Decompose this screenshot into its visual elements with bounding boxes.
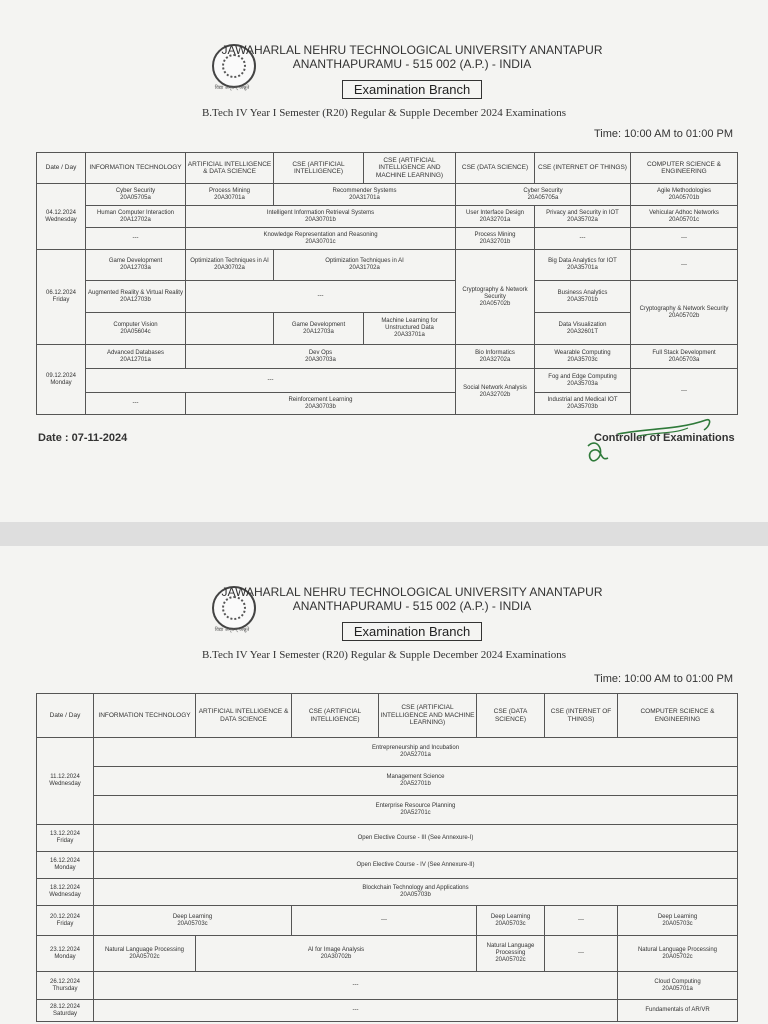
subject-cell: Fundamentals of AR/VR	[618, 1000, 738, 1022]
subject-cell: Entrepreneurship and Incubation 20A52701a	[94, 738, 738, 767]
subject-cell: Optimization Techniques in AI 20A31702a	[274, 250, 456, 281]
date-cell: 06.12.2024 Friday	[37, 250, 86, 345]
empty-cell: ---	[94, 972, 618, 1000]
subject-cell: Cyber Security 20A05705a	[456, 184, 631, 206]
subject-cell: Social Network Analysis 20A32702b	[456, 369, 535, 415]
subject-cell: Agile Methodologies 20A05701b	[631, 184, 738, 206]
signature-icon	[578, 406, 718, 470]
university-address: ANANTHAPURAMU - 515 002 (A.P.) - INDIA	[292, 599, 532, 613]
subject-cell: Wearable Computing 20A35703c	[535, 345, 631, 369]
subject-cell: Optimization Techniques in AI 20A30702a	[186, 250, 274, 281]
date-cell: 20.12.2024 Friday	[37, 906, 94, 936]
subject-cell: Business Analytics 20A35701b	[535, 281, 631, 313]
subject-cell: Cryptography & Network Security 20A05702b	[631, 281, 738, 345]
col-date-day: Date / Day	[37, 694, 94, 738]
examination-branch-box: Examination Branch	[342, 80, 482, 99]
university-name: JAWAHARLAL NEHRU TECHNOLOGICAL UNIVERSITY ANANTAPUR	[221, 43, 603, 57]
subject-cell: Management Science 20A52701b	[94, 767, 738, 796]
col-cse-aiml: CSE (ARTIFICIAL INTELLIGENCE AND MACHINE LEARNING)	[379, 694, 477, 738]
empty-cell: ---	[631, 250, 738, 281]
empty-cell	[186, 313, 274, 345]
col-cse-iot: CSE (INTERNET OF THINGS)	[535, 153, 631, 184]
subject-cell: Deep Learning 20A05703c	[618, 906, 738, 936]
date-cell: 18.12.2024 Wednesday	[37, 879, 94, 906]
subject-cell: Deep Learning 20A05703c	[477, 906, 545, 936]
col-cse-ds: CSE (DATA SCIENCE)	[477, 694, 545, 738]
empty-cell: ---	[631, 228, 738, 250]
subject-cell: Blockchain Technology and Applications 20A05703b	[94, 879, 738, 906]
empty-cell: ---	[86, 228, 186, 250]
col-cse-ds: CSE (DATA SCIENCE)	[456, 153, 535, 184]
subject-cell: Computer Vision 20A05604c	[86, 313, 186, 345]
page-gap	[0, 522, 768, 546]
subject-cell: Cryptography & Network Security 20A05702b	[456, 250, 535, 345]
subject-cell: Natural Language Processing 20A05702c	[94, 936, 196, 972]
subject-cell: AI for Image Analysis 20A30702b	[196, 936, 477, 972]
subject-cell: Natural Language Processing 20A05702c	[618, 936, 738, 972]
col-cse-aiml: CSE (ARTIFICIAL INTELLIGENCE AND MACHINE LEARNING)	[364, 153, 456, 184]
empty-cell: ---	[631, 369, 738, 415]
subject-cell: Data Visualization 20A32601T	[535, 313, 631, 345]
subject-cell: Full Stack Development 20A05703a	[631, 345, 738, 369]
col-it: INFORMATION TECHNOLOGY	[94, 694, 196, 738]
col-cse: COMPUTER SCIENCE & ENGINEERING	[631, 153, 738, 184]
empty-cell: ---	[292, 906, 477, 936]
subject-cell: Game Development 20A12703a	[86, 250, 186, 281]
date-cell: 11.12.2024 Wednesday	[37, 738, 94, 825]
logo-caption: विद्या अमृतम् अश्नुते	[214, 85, 250, 91]
subject-cell: Recommender Systems 20A31701a	[274, 184, 456, 206]
issue-date: Date : 07-11-2024	[38, 432, 128, 444]
subject-cell: Game Development 20A12703a	[274, 313, 364, 345]
examination-branch-box: Examination Branch	[342, 622, 482, 641]
date-cell: 23.12.2024 Monday	[37, 936, 94, 972]
date-cell: 04.12.2024 Wednesday	[37, 184, 86, 250]
subject-cell: Deep Learning 20A05703c	[94, 906, 292, 936]
date-cell: 16.12.2024 Monday	[37, 852, 94, 879]
col-aids: ARTIFICIAL INTELLIGENCE & DATA SCIENCE	[196, 694, 292, 738]
subject-cell: Bio Informatics 20A32702a	[456, 345, 535, 369]
subject-cell: Intelligent Information Retrieval Systems 20A30701b	[186, 206, 456, 228]
date-cell: 13.12.2024 Friday	[37, 825, 94, 852]
date-cell: 28.12.2024 Saturday	[37, 1000, 94, 1022]
date-cell: 26.12.2024 Thursday	[37, 972, 94, 1000]
subject-cell: Open Elective Course - IV (See Annexure-II)	[94, 852, 738, 879]
subject-cell: Augmented Reality & Virtual Reality 20A12703b	[86, 281, 186, 313]
empty-cell: ---	[186, 281, 456, 313]
subject-cell: Advanced Databases 20A12701a	[86, 345, 186, 369]
exam-title: B.Tech IV Year I Semester (R20) Regular & Supple December 2024 Examinations	[201, 649, 567, 661]
col-cse-ai: CSE (ARTIFICIAL INTELLIGENCE)	[292, 694, 379, 738]
timetable-2	[36, 693, 738, 1022]
subject-cell: Human Computer Interaction 20A12702a	[86, 206, 186, 228]
exam-time: Time: 10:00 AM to 01:00 PM	[594, 673, 733, 685]
subject-cell: Knowledge Representation and Reasoning 20A30701c	[186, 228, 456, 250]
empty-cell: ---	[86, 369, 456, 393]
subject-cell: User Interface Design 20A32701a	[456, 206, 535, 228]
empty-cell: ---	[535, 228, 631, 250]
date-cell: 09.12.2024 Monday	[37, 345, 86, 415]
subject-cell: Industrial and Medical IOT 20A35703b	[535, 393, 631, 415]
col-it: INFORMATION TECHNOLOGY	[86, 153, 186, 184]
col-cse-ai: CSE (ARTIFICIAL INTELLIGENCE)	[274, 153, 364, 184]
subject-cell: Cyber Security 20A05705a	[86, 184, 186, 206]
subject-cell: Process Mining 20A32701b	[456, 228, 535, 250]
subject-cell: Big Data Analytics for IOT 20A35701a	[535, 250, 631, 281]
subject-cell: Natural Language Processing 20A05702c	[477, 936, 545, 972]
timetable-page-2	[0, 546, 768, 1024]
col-cse-iot: CSE (INTERNET OF THINGS)	[545, 694, 618, 738]
col-date-day: Date / Day	[37, 153, 86, 184]
university-name: JAWAHARLAL NEHRU TECHNOLOGICAL UNIVERSITY ANANTAPUR	[221, 585, 603, 599]
col-aids: ARTIFICIAL INTELLIGENCE & DATA SCIENCE	[186, 153, 274, 184]
timetable-1	[36, 152, 738, 415]
subject-cell: Cloud Computing 20A05701a	[618, 972, 738, 1000]
subject-cell: Reinforcement Learning 20A30703b	[186, 393, 456, 415]
subject-cell: Vehicular Adhoc Networks 20A05701c	[631, 206, 738, 228]
controller-title: Controller of Examinations	[594, 432, 735, 444]
logo-caption: विद्या अमृतम् अश्नुते	[214, 627, 250, 633]
empty-cell: ---	[86, 393, 186, 415]
subject-cell: Machine Learning for Unstructured Data 20A33701a	[364, 313, 456, 345]
subject-cell: Open Elective Course - III (See Annexure-I)	[94, 825, 738, 852]
col-cse: COMPUTER SCIENCE & ENGINEERING	[618, 694, 738, 738]
subject-cell: Enterprise Resource Planning 20A52701c	[94, 796, 738, 825]
subject-cell: Process Mining 20A30701a	[186, 184, 274, 206]
empty-cell: ---	[94, 1000, 618, 1022]
empty-cell: ---	[545, 936, 618, 972]
university-address: ANANTHAPURAMU - 515 002 (A.P.) - INDIA	[292, 57, 532, 71]
exam-title: B.Tech IV Year I Semester (R20) Regular & Supple December 2024 Examinations	[201, 107, 567, 119]
subject-cell: Dev Ops 20A30703a	[186, 345, 456, 369]
exam-time: Time: 10:00 AM to 01:00 PM	[594, 128, 733, 140]
subject-cell: Fog and Edge Computing 20A35703a	[535, 369, 631, 393]
empty-cell: ---	[545, 906, 618, 936]
subject-cell: Privacy and Security in IOT 20A35702a	[535, 206, 631, 228]
